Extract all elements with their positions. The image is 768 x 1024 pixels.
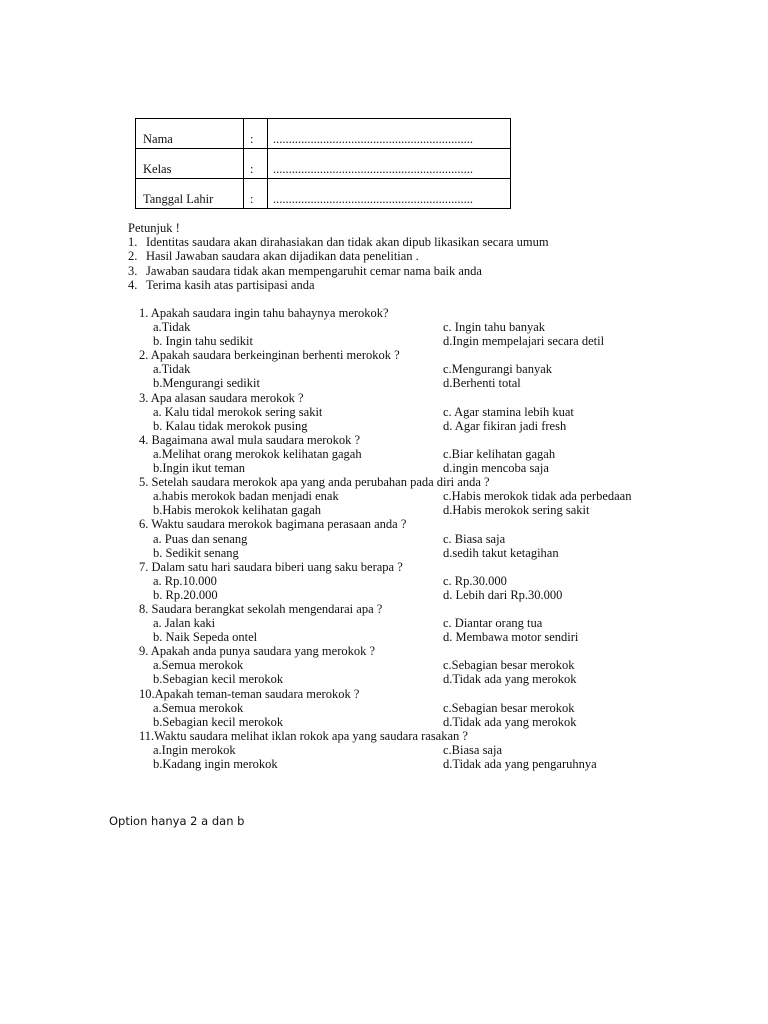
- option-c[interactable]: c.Biar kelihatan gagah: [443, 446, 556, 461]
- option-d[interactable]: d.Tidak ada yang pengaruhnya: [443, 757, 597, 771]
- question-item: [139, 729, 659, 771]
- option-row: [139, 320, 659, 334]
- instruction-text: Jawaban saudara tidak akan mempengaruhit cemar nama baik anda: [146, 263, 482, 278]
- option-d[interactable]: d.ingin mencoba saja: [443, 461, 549, 476]
- option-d[interactable]: d. Agar fikiran jadi fresh: [443, 418, 567, 433]
- option-b[interactable]: b. Sedikit senang: [153, 545, 239, 560]
- identity-separator: :: [244, 179, 268, 209]
- option-row: [139, 616, 659, 630]
- question-item: [139, 391, 659, 433]
- option-d[interactable]: d. Lebih dari Rp.30.000: [443, 587, 563, 602]
- option-b[interactable]: b.Ingin ikut teman: [153, 461, 245, 476]
- identity-separator: :: [244, 119, 268, 149]
- option-c[interactable]: c.Sebagian besar merokok: [443, 658, 575, 673]
- question-item: [139, 348, 659, 390]
- option-c[interactable]: c. Biasa saja: [443, 531, 506, 546]
- option-a[interactable]: a. Kalu tidal merokok sering sakit: [153, 404, 323, 419]
- instructions-title: Petunjuk !: [128, 221, 180, 235]
- option-b[interactable]: b.Sebagian kecil merokok: [153, 714, 284, 729]
- instruction-text: Identitas saudara akan dirahasiakan dan tidak akan dipub likasikan secara umum: [146, 235, 549, 250]
- identity-value-field[interactable]: ................................................................: [268, 119, 511, 149]
- question-item: [139, 560, 659, 602]
- instruction-item: [128, 278, 549, 292]
- identity-value-field[interactable]: ................................................................: [268, 179, 511, 209]
- option-a[interactable]: a. Puas dan senang: [153, 531, 248, 546]
- option-b[interactable]: b.Mengurangi sedikit: [153, 376, 260, 391]
- option-row: [139, 574, 659, 588]
- option-row: [139, 489, 659, 503]
- option-row: [139, 658, 659, 672]
- option-a[interactable]: a.Tidak: [153, 320, 191, 335]
- option-d[interactable]: d.Tidak ada yang merokok: [443, 672, 577, 687]
- question-item: [139, 475, 659, 517]
- option-row: [139, 461, 659, 475]
- option-c[interactable]: c. Agar stamina lebih kuat: [443, 404, 574, 419]
- option-row: [139, 447, 659, 461]
- instruction-number: 3.: [128, 263, 138, 278]
- option-b[interactable]: b. Naik Sepeda ontel: [153, 630, 258, 645]
- option-b[interactable]: b.Sebagian kecil merokok: [153, 672, 284, 687]
- option-b[interactable]: b.Habis merokok kelihatan gagah: [153, 503, 322, 518]
- identity-row-kelas: [136, 149, 511, 179]
- option-c[interactable]: c.Sebagian besar merokok: [443, 700, 575, 715]
- option-c[interactable]: c. Diantar orang tua: [443, 616, 543, 631]
- option-b[interactable]: b.Kadang ingin merokok: [153, 757, 278, 771]
- option-d[interactable]: d.Habis merokok sering sakit: [443, 503, 590, 518]
- option-row: [139, 362, 659, 376]
- option-d[interactable]: d.Berhenti total: [443, 376, 521, 391]
- option-b[interactable]: b. Kalau tidak merokok pusing: [153, 418, 308, 433]
- option-row: [139, 405, 659, 419]
- question-item: [139, 687, 659, 729]
- option-d[interactable]: d. Membawa motor sendiri: [443, 630, 579, 645]
- question-text: 7. Dalam satu hari saudara biberi uang saku berapa ?: [139, 559, 403, 574]
- question-text: 11.Waktu saudara melihat iklan rokok apa yang saudara rasakan ?: [139, 728, 468, 743]
- identity-table: [135, 118, 511, 209]
- footer-note: Option hanya 2 a dan b: [109, 814, 245, 828]
- question-item: [139, 306, 659, 348]
- option-c[interactable]: c. Rp.30.000: [443, 573, 507, 588]
- option-row: [139, 672, 659, 686]
- instruction-item: [128, 249, 549, 263]
- instruction-number: 1.: [128, 235, 138, 250]
- option-row: [139, 701, 659, 715]
- instruction-text: Hasil Jawaban saudara akan dijadikan data penelitian .: [146, 249, 419, 264]
- option-a[interactable]: a.Semua merokok: [153, 700, 244, 715]
- option-row: [139, 503, 659, 517]
- question-item: [139, 602, 659, 644]
- option-d[interactable]: d.Ingin mempelajari secara detil: [443, 334, 605, 349]
- identity-row-tanggal-lahir: [136, 179, 511, 209]
- option-row: [139, 757, 659, 771]
- identity-value-field[interactable]: ................................................................: [268, 149, 511, 179]
- question-text: 3. Apa alasan saudara merokok ?: [139, 390, 304, 405]
- option-a[interactable]: a. Rp.10.000: [153, 573, 217, 588]
- option-row: [139, 376, 659, 390]
- instructions: [128, 221, 549, 292]
- option-b[interactable]: b. Rp.20.000: [153, 587, 218, 602]
- question-text: 5. Setelah saudara merokok apa yang anda perubahan pada diri anda ?: [139, 475, 490, 490]
- question-item: [139, 517, 659, 559]
- option-row: [139, 630, 659, 644]
- option-row: [139, 546, 659, 560]
- option-c[interactable]: c.Biasa saja: [443, 742, 503, 757]
- option-row: [139, 532, 659, 546]
- instruction-item: [128, 264, 549, 278]
- option-c[interactable]: c.Habis merokok tidak ada perbedaan: [443, 489, 632, 504]
- option-a[interactable]: a.habis merokok badan menjadi enak: [153, 489, 339, 504]
- option-a[interactable]: a.Ingin merokok: [153, 742, 236, 757]
- question-text: 2. Apakah saudara berkeinginan berhenti merokok ?: [139, 348, 400, 363]
- identity-separator: :: [244, 149, 268, 179]
- option-c[interactable]: c.Mengurangi banyak: [443, 362, 552, 377]
- instruction-number: 2.: [128, 249, 138, 264]
- identity-row-nama: [136, 119, 511, 149]
- question-text: 6. Waktu saudara merokok bagimana perasaan anda ?: [139, 517, 407, 532]
- question-item: [139, 644, 659, 686]
- question-text: 10.Apakah teman-teman saudara merokok ?: [139, 686, 360, 701]
- question-list: [139, 306, 659, 771]
- option-a[interactable]: a.Tidak: [153, 362, 191, 377]
- option-c[interactable]: c. Ingin tahu banyak: [443, 320, 546, 335]
- option-a[interactable]: a.Semua merokok: [153, 658, 244, 673]
- question-text: 8. Saudara berangkat sekolah mengendarai apa ?: [139, 601, 383, 616]
- identity-label: Tanggal Lahir: [136, 179, 244, 209]
- option-d[interactable]: d.Tidak ada yang merokok: [443, 714, 577, 729]
- option-a[interactable]: a. Jalan kaki: [153, 616, 216, 631]
- question-text: 4. Bagaimana awal mula saudara merokok ?: [139, 432, 361, 447]
- option-row: [139, 419, 659, 433]
- option-b[interactable]: b. Ingin tahu sedikit: [153, 334, 253, 349]
- option-row: [139, 743, 659, 757]
- identity-label: Kelas: [136, 149, 244, 179]
- option-row: [139, 334, 659, 348]
- option-row: [139, 715, 659, 729]
- instruction-item: [128, 235, 549, 249]
- question-item: [139, 433, 659, 475]
- option-a[interactable]: a.Melihat orang merokok kelihatan gagah: [153, 446, 362, 461]
- instruction-text: Terima kasih atas partisipasi anda: [146, 277, 315, 292]
- option-d[interactable]: d.sedih takut ketagihan: [443, 545, 559, 560]
- identity-label: Nama: [136, 119, 244, 149]
- question-text: 1. Apakah saudara ingin tahu bahaynya merokok?: [139, 306, 389, 320]
- instruction-number: 4.: [128, 277, 138, 292]
- question-text: 9. Apakah anda punya saudara yang merokok ?: [139, 644, 376, 659]
- option-row: [139, 588, 659, 602]
